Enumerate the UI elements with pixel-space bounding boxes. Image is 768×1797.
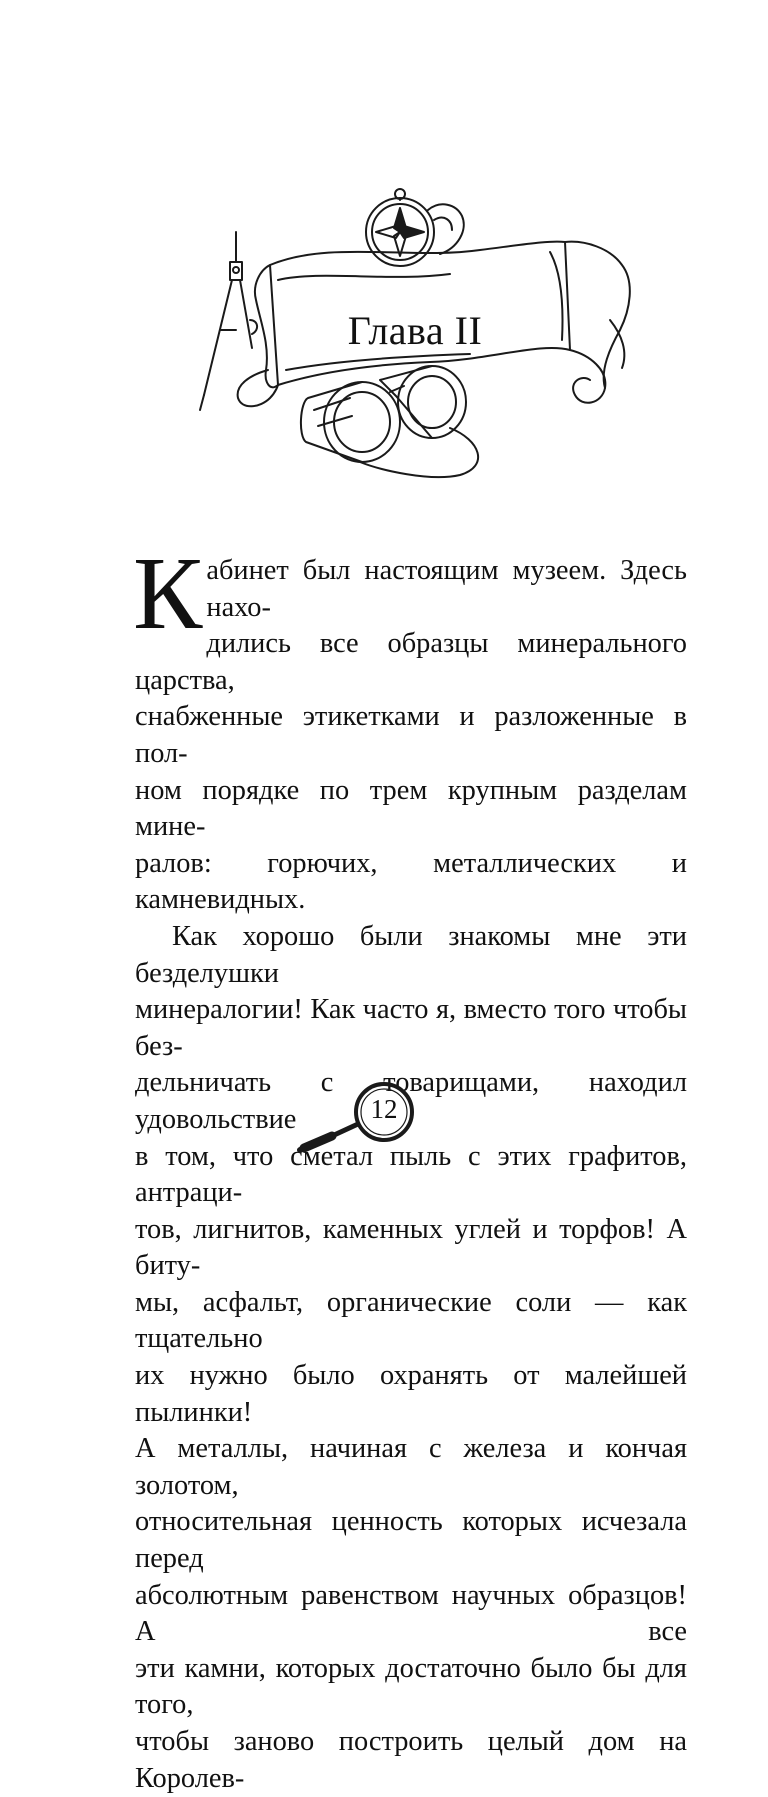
binoculars-icon — [301, 366, 478, 477]
body-text — [133, 536, 687, 1797]
text-line: тов, лигнитов, каменных углей и торфов! А биту- — [135, 1213, 687, 1282]
text-line: дельничать с товарищами, находил удовольствие — [135, 1067, 687, 1135]
paragraph — [133, 536, 687, 919]
text-line: их нужно было охранять от малейшей пылинки! — [135, 1360, 687, 1428]
text-line: ралов: горючих, металлических и камневидных. — [135, 847, 687, 916]
text-line: абинет был настоящим музеем. Здесь нахо- — [206, 555, 687, 623]
text-line: минералогии! Как часто я, вместо того чтобы без- — [135, 994, 687, 1062]
text-line: А металлы, начиная с железа и кончая золотом, — [135, 1433, 687, 1501]
chapter-title: Глава II — [347, 308, 483, 353]
drawing-compass-icon — [200, 232, 257, 410]
text-line: ном порядке по трем крупным разделам мине- — [135, 774, 687, 843]
page-number: 12 — [370, 1094, 398, 1124]
paragraph — [135, 919, 687, 1797]
text-line: мы, асфальт, органические соли — как тщательно — [135, 1286, 687, 1355]
drop-cap: К — [133, 536, 203, 651]
compass-icon — [366, 189, 464, 266]
text-line: относительная ценность которых исчезала перед — [135, 1506, 687, 1575]
text-line: в том, что сметал пыль с этих графитов, антраци- — [135, 1140, 687, 1209]
text-line: снабженные этикетками и разложенные в пол- — [135, 701, 687, 769]
text-line: дились все образцы минерального царства, — [135, 628, 687, 696]
text-line: чтобы заново построить целый дом на Королев- — [135, 1726, 687, 1794]
text-line: абсолютным равенством научных образцов! А все — [135, 1579, 687, 1648]
text-line: эти камни, которых достаточно было бы для того, — [135, 1652, 687, 1721]
text-line: Как хорошо были знакомы мне эти безделушки — [135, 920, 687, 989]
